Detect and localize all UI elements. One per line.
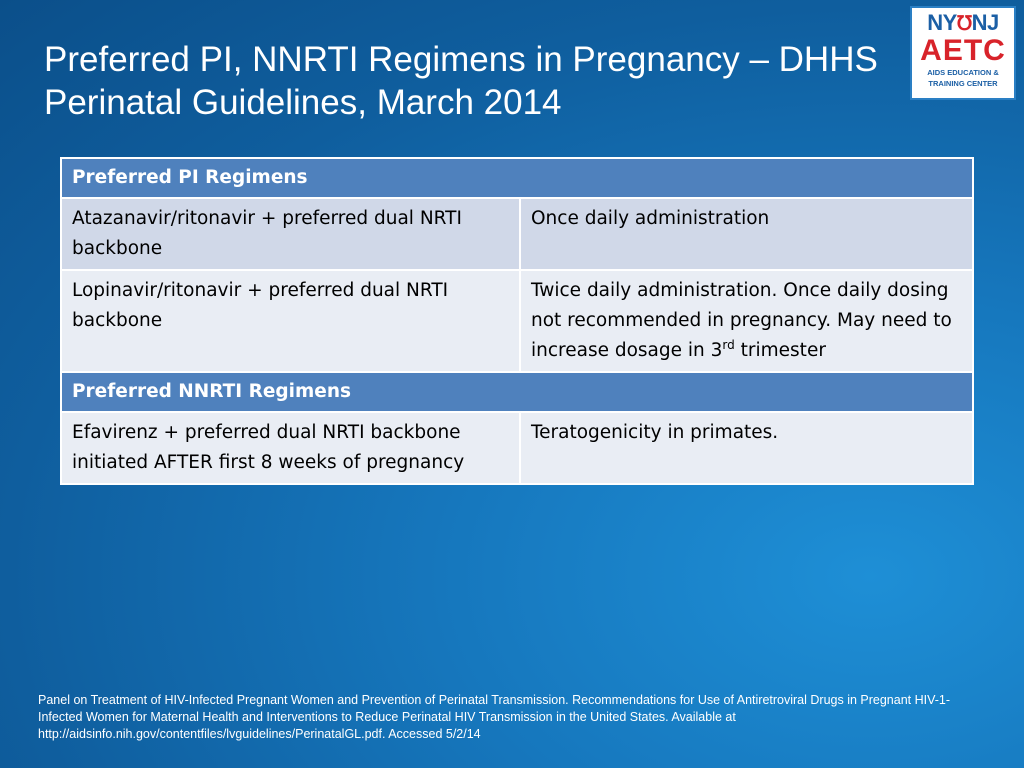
citation-footnote: Panel on Treatment of HIV-Infected Pregnant Women and Prevention of Perinatal Transmission. Recommendations for Use of Antiretroviral Drugs in Pregnant HIV-1-Infected Women for Maternal Health and Interventions to Reduce Perinatal HIV Transmission in the United States. Available at http://aidsinfo.nih.gov/contentfiles/lvguidelines/PerinatalGL.pdf. Accessed 5/2/14 — [38, 693, 951, 741]
note-cell: Once daily administration — [520, 198, 973, 270]
ny-nj-aetc-logo — [910, 6, 1016, 100]
logo-subtitle-line1: AIDS EDUCATION & — [927, 68, 999, 77]
nnrti-section-header: Preferred NNRTI Regimens — [61, 372, 973, 412]
note-text-end: trimester — [734, 340, 826, 361]
logo-subtitle-line2: TRAINING CENTER — [928, 79, 998, 88]
ordinal-superscript: rd — [722, 337, 735, 352]
pi-section-header: Preferred PI Regimens — [61, 158, 973, 198]
awareness-ribbon-icon: ℧ — [956, 13, 972, 35]
note-cell — [520, 270, 973, 372]
regimen-cell: Efavirenz + preferred dual NRTI backbone initiated AFTER first 8 weeks of pregnancy — [61, 412, 520, 484]
table-row — [61, 270, 973, 372]
regimen-cell: Lopinavir/ritonavir + preferred dual NRTI backbone — [61, 270, 520, 372]
note-cell: Teratogenicity in primates. — [520, 412, 973, 484]
logo-state-line — [912, 11, 1014, 36]
slide-title: Preferred PI, NNRTI Regimens in Pregnancy – DHHS Perinatal Guidelines, March 2014 — [44, 40, 878, 122]
logo-ny-text: NY — [927, 10, 957, 35]
logo-aetc-text: AETC — [920, 34, 1006, 67]
table-row — [61, 198, 973, 270]
pi-section-header-row — [61, 158, 973, 198]
note-text: Twice daily administration. Once daily dosing not recommended in pregnancy. May need to increase dosage in 3 — [531, 280, 952, 361]
regimens-table — [60, 157, 974, 485]
regimen-cell: Atazanavir/ritonavir + preferred dual NRTI backbone — [61, 198, 520, 270]
table-row — [61, 412, 973, 484]
logo-nj-text: NJ — [971, 10, 999, 35]
nnrti-section-header-row — [61, 372, 973, 412]
